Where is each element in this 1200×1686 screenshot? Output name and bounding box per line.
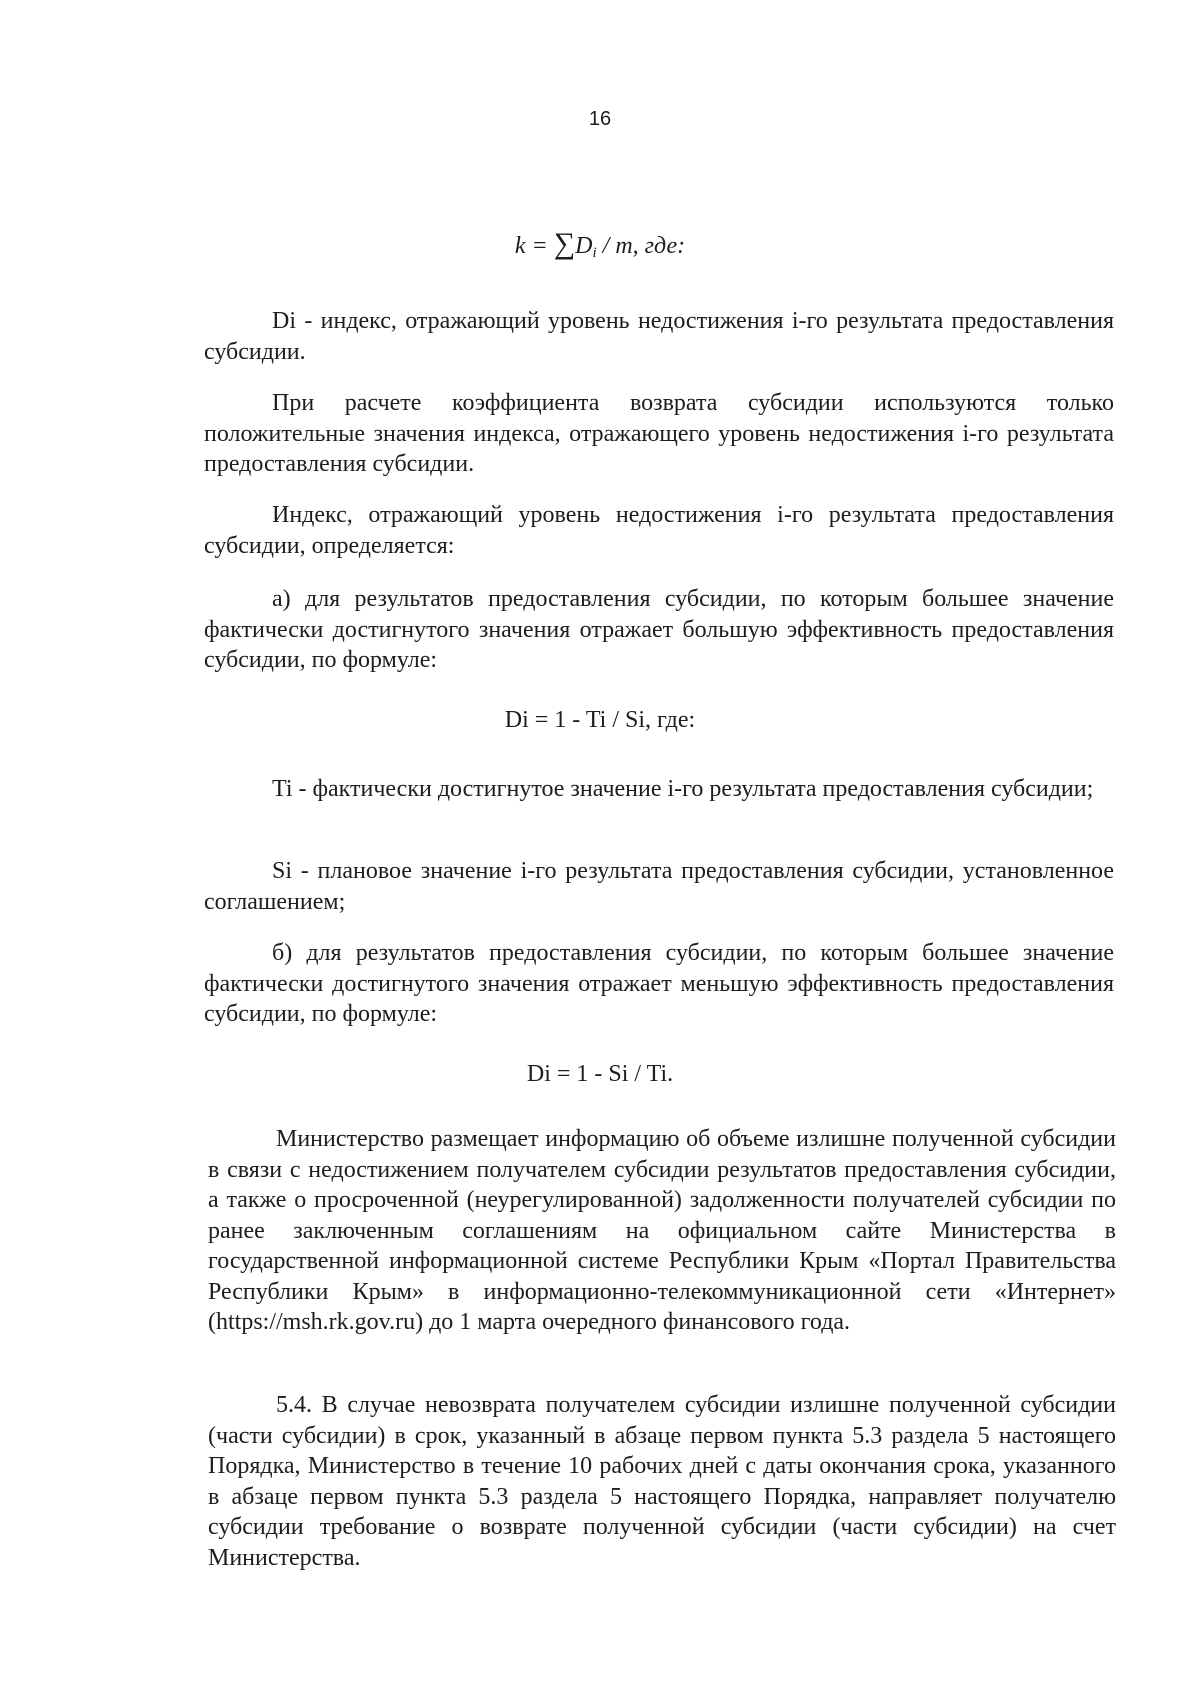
paragraph-case-b: б) для результатов предоставления субсидии, по которым большее значение фактически достигнутого значения отражает меньшую эффективность предоставления субсидии, по формуле:	[204, 940, 1114, 1027]
paragraph-ti-definition: Ti - фактически достигнутое значение i-го результата предоставления субсидии;	[272, 776, 1094, 802]
formula-case-a: Di = 1 - Ti / Si, где:	[504, 707, 696, 733]
paragraph-positive-values: При расчете коэффициента возврата субсидии используются только положительные значения индекса, отражающего уровень недостижения i-го результата предоставления субсидии.	[204, 390, 1114, 477]
page-number: 16	[588, 108, 612, 130]
paragraph-ministry-info: Министерство размещает информацию об объеме излишне полученной субсидии в связи с недостижением получателем субсидии результатов предоставления субсидии, а также о просроченной (неурегулированной) задолженности получателей субсидии по ранее заключенным соглашениям на официальном сайте Министерства в государственной информационной системе Республики Крым «Портал Правительства Республики Крым» в информационно-телекоммуникационной сети «Интернет» (https://msh.rk.gov.ru) до 1 марта очередного финансового года.	[208, 1126, 1116, 1335]
paragraph-case-a: а) для результатов предоставления субсидии, по которым большее значение фактически достигнутого значения отражает большую эффективность предоставления субсидии, по формуле:	[204, 586, 1114, 673]
formula-return-coefficient	[0, 228, 1200, 262]
formula-main-left: k =	[514, 233, 554, 259]
paragraph-si-definition: Si - плановое значение i-го результата предоставления субсидии, установленное соглашением;	[204, 858, 1114, 915]
formula-main-right: / m, где:	[596, 233, 686, 259]
formula-main-var: D	[575, 233, 593, 259]
paragraph-di-definition: Di - индекс, отражающий уровень недостижения i-го результата предоставления субсидии.	[204, 308, 1114, 365]
formula-main-sub: i	[592, 245, 597, 261]
sigma-symbol: ∑	[553, 227, 576, 260]
paragraph-index-definition: Индекс, отражающий уровень недостижения i-го результата предоставления субсидии, определяется:	[204, 502, 1114, 559]
paragraph-5-4: 5.4. В случае невозврата получателем субсидии излишне полученной субсидии (части субсидии) в срок, указанный в абзаце первом пункта 5.3 раздела 5 настоящего Порядка, Министерство в течение 10 рабочих дней с даты окончания срока, указанного в абзаце первом пункта 5.3 раздела 5 настоящего Порядка, направляет получателю субсидии требование о возврате полученной субсидии (части субсидии) на счет Министерства.	[208, 1392, 1116, 1571]
formula-case-b: Di = 1 - Si / Ti.	[526, 1061, 674, 1087]
